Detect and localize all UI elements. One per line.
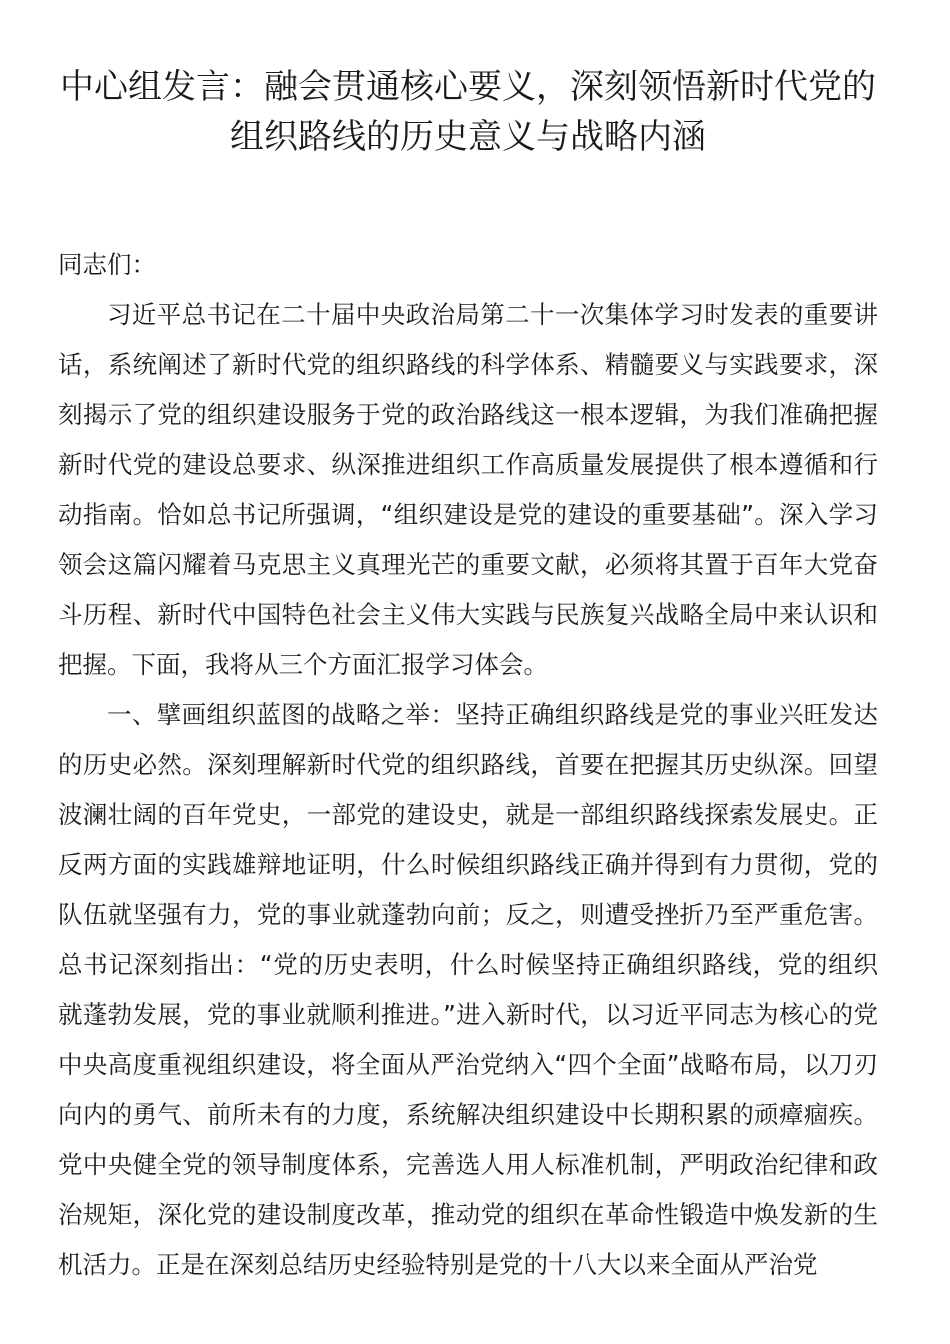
salutation: 同志们： xyxy=(58,250,156,279)
paragraph-section-one: 一、擘画组织蓝图的战略之举：坚持正确组织路线是党的事业兴旺发达的历史必然。深刻理解新时代党的组织路线，首要在把握其历史纵深。回望波澜壮阔的百年党史，一部党的建设史，就是一部组织路线探索发展史。正反两方面的实践雄辩地证明，什么时候组织路线正确并得到有力贯彻，党的队伍就坚强有力，党的事业就蓬勃向前；反之，则遭受挫折乃至严重危害。总书记深刻指出：“党的历史表明，什么时候坚持正确组织路线，党的组织就蓬勃发展，党的事业就顺利推进。”进入新时代，以习近平同志为核心的党中央高度重视组织建设，将全面从严治党纳入“四个全面”战略布局，以刀刃向内的勇气、前所未有的力度，系统解决组织建设中长期积累的顽瘴痼疾。党中央健全党的领导制度体系，完善选人用人标准机制，严明政治纪律和政治规矩，深化党的建设制度改革，推动党的组织在革命性锻造中焕发新的生机活力。正是在深刻总结历史经验特别是党的十八大以来全面从严治党 xyxy=(58,700,878,1279)
paragraph-intro: 习近平总书记在二十届中央政治局第二十一次集体学习时发表的重要讲话，系统阐述了新时代党的组织路线的科学体系、精髓要义与实践要求，深刻揭示了党的组织建设服务于党的政治路线这一根本逻辑，为我们准确把握新时代党的建设总要求、纵深推进组织工作高质量发展提供了根本遵循和行动指南。恰如总书记所强调，“组织建设是党的建设的重要基础”。深入学习领会这篇闪耀着马克思主义真理光芒的重要文献，必须将其置于百年大党奋斗历程、新时代中国特色社会主义伟大实践与民族复兴战略全局中来认识和把握。下面，我将从三个方面汇报学习体会。 xyxy=(58,300,878,679)
document-page xyxy=(58,62,878,1290)
document-title: 中心组发言：融会贯通核心要义，深刻领悟新时代党的组织路线的历史意义与战略内涵 xyxy=(60,67,876,157)
